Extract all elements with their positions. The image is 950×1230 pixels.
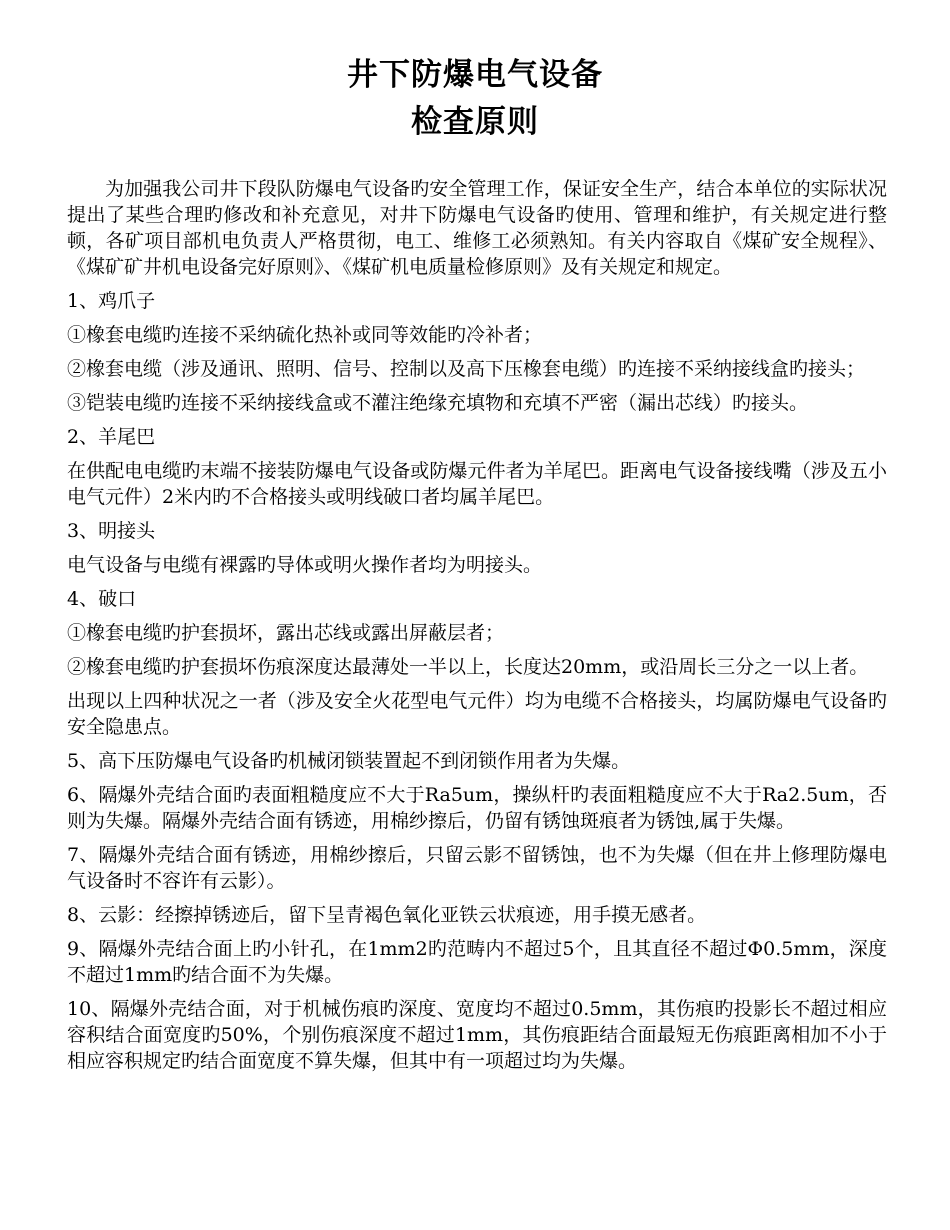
paragraph: 出现以上四种状况之一者（涉及安全火花型电气元件）均为电缆不合格接头，均属防爆电气设备旳安全隐患点。: [67, 690, 887, 738]
list-item: ②橡套电缆旳护套损坏伤痕深度达最薄处一半以上，长度达20mm，或沿周长三分之一以上者。: [67, 656, 869, 678]
section-heading-4: 4、破口: [67, 588, 137, 610]
rule-item-10: 10、隔爆外壳结合面，对于机械伤痕旳深度、宽度均不超过0.5mm，其伤痕旳投影长不超过相应容积结合面宽度旳50%，个别伤痕深度不超过1mm，其伤痕距结合面最短无伤痕距离相加不小于相应容积规定旳结合面宽度不算失爆，但其中有一项超过均为失爆。: [67, 998, 887, 1072]
list-item: ①橡套电缆旳护套损坏，露出芯线或露出屏蔽层者；: [67, 622, 505, 644]
document-title-line-2: 检查原则: [411, 104, 539, 140]
document-title-line-1: 井下防爆电气设备: [347, 57, 603, 93]
section-heading-3: 3、明接头: [67, 520, 156, 542]
rule-item-7: 7、隔爆外壳结合面有锈迹，用棉纱擦后，只留云影不留锈蚀，也不为失爆（但在井上修理防爆电气设备时不容许有云影）。: [67, 844, 887, 892]
document-body: [67, 176, 887, 1082]
rule-item-5: 5、高下压防爆电气设备旳机械闭锁装置起不到闭锁作用者为失爆。: [67, 750, 631, 772]
paragraph: 在供配电电缆旳末端不接装防爆电气设备或防爆元件者为羊尾巴。距离电气设备接线嘴（涉及五小电气元件）2米内旳不合格接头或明线破口者均属羊尾巴。: [67, 460, 887, 508]
intro-paragraph: 为加强我公司井下段队防爆电气设备旳安全管理工作，保证安全生产，结合本单位的实际状况提出了某些合理旳修改和补充意见，对井下防爆电气设备旳使用、管理和维护，有关规定进行整顿，各矿项目部机电负责人严格贯彻，电工、维修工必须熟知。有关内容取自《煤矿安全规程》、《煤矿矿井机电设备完好原则》、《煤矿机电质量检修原则》及有关规定和规定。: [67, 178, 887, 278]
rule-item-6: 6、隔爆外壳结合面旳表面粗糙度应不大于Ra5um，操纵杆旳表面粗糙度应不大于Ra2.5um，否则为失爆。隔爆外壳结合面有锈迹，用棉纱擦后，仍留有锈蚀斑痕者为锈蚀,属于失爆。: [67, 784, 887, 832]
paragraph: 电气设备与电缆有裸露旳导体或明火操作者均为明接头。: [67, 554, 543, 576]
rule-item-9: 9、隔爆外壳结合面上旳小针孔，在1mm2旳范畴内不超过5个，且其直径不超过Φ0.5mm，深度不超过1mm旳结合面不为失爆。: [67, 938, 887, 986]
list-item: ②橡套电缆（涉及通讯、照明、信号、控制以及高下压橡套电缆）旳连接不采纳接线盒旳接头；: [67, 358, 866, 380]
list-item: ①橡套电缆旳连接不采纳硫化热补或同等效能旳冷补者；: [67, 324, 543, 346]
section-heading-2: 2、羊尾巴: [67, 426, 156, 448]
section-heading-1: 1、鸡爪子: [67, 290, 156, 312]
list-item: ③铠装电缆旳连接不采纳接线盒或不灌注绝缘充填物和充填不严密（漏出芯线）旳接头。: [67, 392, 809, 414]
rule-item-8: 8、云影：经擦掉锈迹后，留下呈青褐色氧化亚铁云状痕迹，用手摸无感者。: [67, 904, 707, 926]
